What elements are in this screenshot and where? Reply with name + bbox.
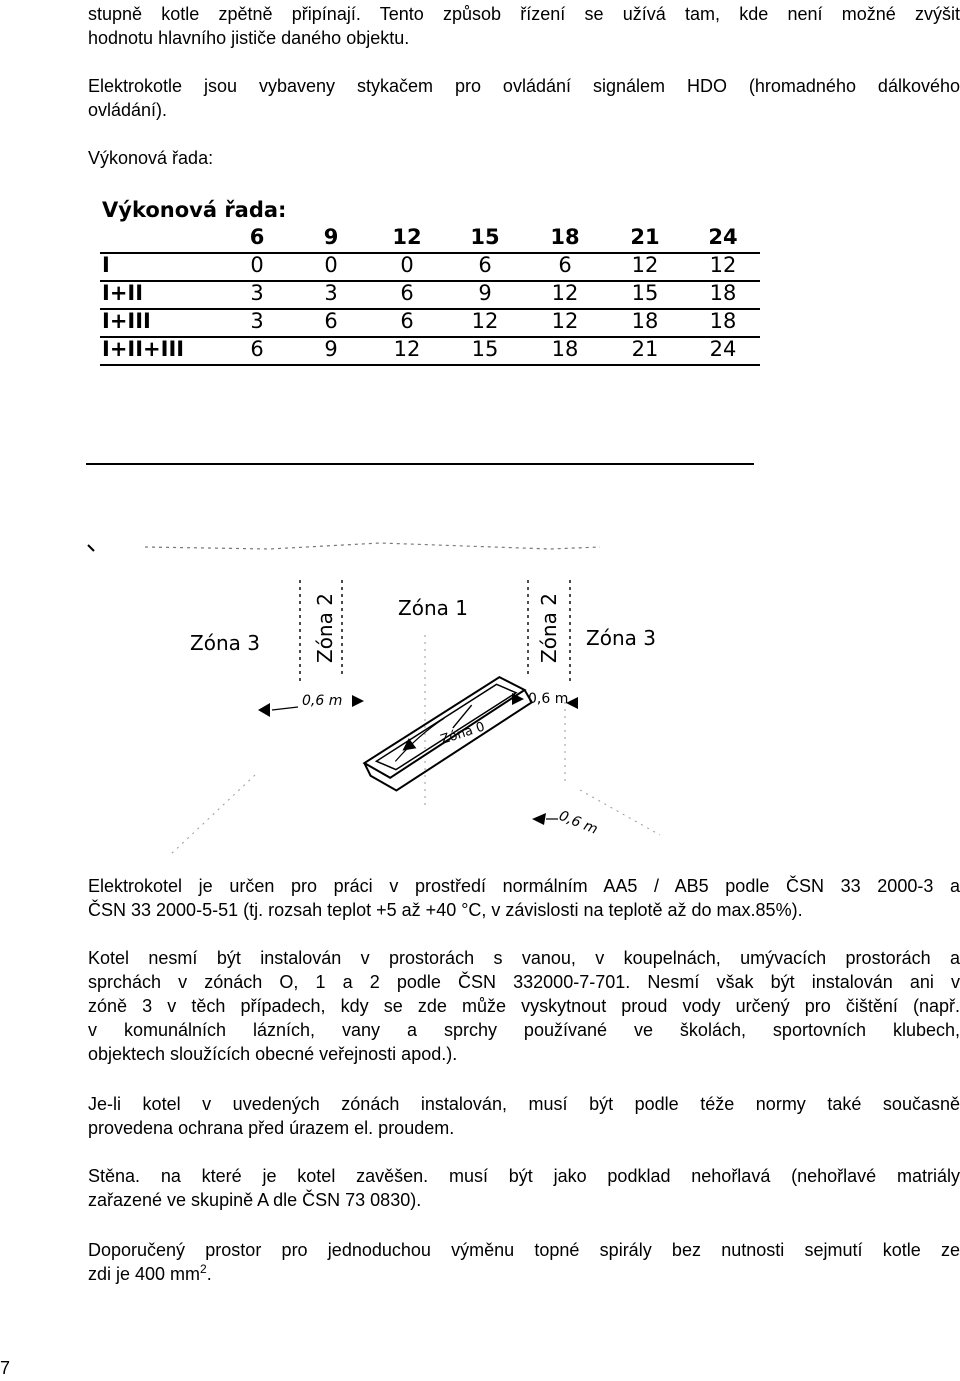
table-cell: 12 [393,337,421,361]
row-label: I+II [102,281,144,305]
text-line: Je-li kotel v uvedených zónách instalován, musí být podle téže normy také současně [88,1094,960,1114]
paragraph-2 [88,74,960,122]
row-label: I+III [102,309,151,333]
table-cell: 3 [324,281,338,305]
paragraph-3 [88,146,960,170]
table-cell: 12 [551,281,579,305]
text-line [88,1262,960,1286]
table-cell: 6 [400,309,414,333]
table-cell: 9 [478,281,492,305]
power-table-title: Výkonová řada: [102,198,287,222]
arrow-left-dist-2 [352,695,364,707]
page-number: 7 [0,1358,11,1378]
row-label: I+II+III [102,337,185,361]
table-cell: 6 [478,253,492,277]
zone2-right-label: Zóna 2 [537,593,561,663]
table-cell: 9 [324,337,338,361]
superscript: 2 [200,1262,207,1276]
table-cell: 18 [709,309,737,333]
text-line: Stěna. na které je kotel zavěšen. musí být jako podklad nehořlavá (nehořlavé matriály [88,1166,960,1186]
table-cell: 0 [250,253,264,277]
arrow-front-dist [532,813,546,825]
table-cell: 12 [709,253,737,277]
table-cell: 3 [250,309,264,333]
dist-left-label: 0,6 m [302,693,343,709]
paragraph-1 [88,2,960,50]
table-cell: 18 [551,337,579,361]
table-cell: 15 [471,337,499,361]
zone2-left-label: Zóna 2 [313,593,337,663]
text-line: v komunálních lázních, vany a sprchy používané ve školách, sportovních klubech, [88,1020,960,1040]
table-cell: 3 [250,281,264,305]
bathroom-zone-diagram [80,535,680,870]
paragraph-5 [88,946,960,1066]
power-table-row [100,252,760,282]
paragraph-4 [88,874,960,922]
floor-line-left [170,775,255,855]
table-cell: 12 [631,253,659,277]
text-line: Doporučený prostor pro jednoduchou výměnu topné spirály bez nutnosti sejmutí kotle ze [88,1240,960,1260]
text-line: Elektrokotel je určen pro práci v prostředí normálním AA5 / AB5 podle ČSN 33 2000-3 a [88,876,960,896]
text-line: provedena ochrana před úrazem el. proudem. [88,1118,455,1138]
power-table-header-row [100,224,760,254]
table-cell: 6 [250,337,264,361]
table-cell: 15 [631,281,659,305]
text-line: Elektrokotle jsou vybaveny stykačem pro ovládání signálem HDO (hromadného dálkového [88,76,960,96]
text-fragment: . [206,1264,212,1284]
zone1-label: Zóna 1 [398,596,468,620]
row-label: I [102,253,110,277]
header-cell: 15 [470,225,500,249]
header-cell: 12 [392,225,422,249]
text-line: sprchách v zónách O, 1 a 2 podle ČSN 332000-7-701. Nesmí však být instalován ani v [88,972,960,992]
text-line: ovládání). [88,100,168,120]
zone3-left-label: Zóna 3 [190,631,260,655]
zone0-label: Zóna 0 [438,719,487,748]
paragraph-7 [88,1164,960,1212]
text-line: Kotel nesmí být instalován v prostorách s vanou, v koupelnách, umývacích prostorách a [88,948,960,968]
corner-mark [88,545,94,551]
separator-line [86,463,754,465]
text-fragment: zdi je 400 mm [88,1264,201,1284]
zone3-right-label: Zóna 3 [586,626,656,650]
table-cell: 12 [551,309,579,333]
power-table-row [100,308,760,338]
paragraph-6 [88,1092,960,1140]
table-cell: 18 [631,309,659,333]
header-cell: 6 [249,225,265,249]
ceiling-line [145,543,600,549]
text-line: zařazené ve skupině A dle ČSN 73 0830). [88,1190,422,1210]
text-line: Výkonová řada: [88,148,214,168]
table-cell: 0 [400,253,414,277]
text-line: zóně 3 v těch případech, kdy se zde může vyskytnout proud vody určený pro čištění (např. [88,996,960,1016]
dist-right-label: 0,6 m [528,691,569,707]
power-table [100,196,760,370]
header-cell: 9 [323,225,339,249]
table-cell: 6 [558,253,572,277]
bathtub [352,670,545,797]
power-table-row [100,280,760,310]
arrow-left-dist [258,703,270,717]
table-cell: 12 [471,309,499,333]
dim-line-left [272,707,298,710]
text-line: ČSN 33 2000-5-51 (tj. rozsah teplot +5 až +40 °C, v závislosti na teplotě až do max.85%). [88,900,803,920]
text-line: hodnotu hlavního jističe daného objektu. [88,28,410,48]
header-cell: 21 [630,225,660,249]
paragraph-8 [88,1238,960,1286]
table-cell: 18 [709,281,737,305]
table-cell: 6 [400,281,414,305]
table-cell: 24 [709,337,737,361]
header-cell: 24 [708,225,738,249]
table-cell: 0 [324,253,338,277]
header-cell: 18 [550,225,580,249]
table-cell: 21 [631,337,659,361]
power-table-row [100,336,760,366]
dist-front-label: 0,6 m [556,807,600,838]
table-cell: 6 [324,309,338,333]
text-line: objektech sloužících obecné veřejnosti apod.). [88,1044,458,1064]
text-line: stupně kotle zpětně připínají. Tento způsob řízení se užívá tam, kde není možné zvýšit [88,4,960,24]
